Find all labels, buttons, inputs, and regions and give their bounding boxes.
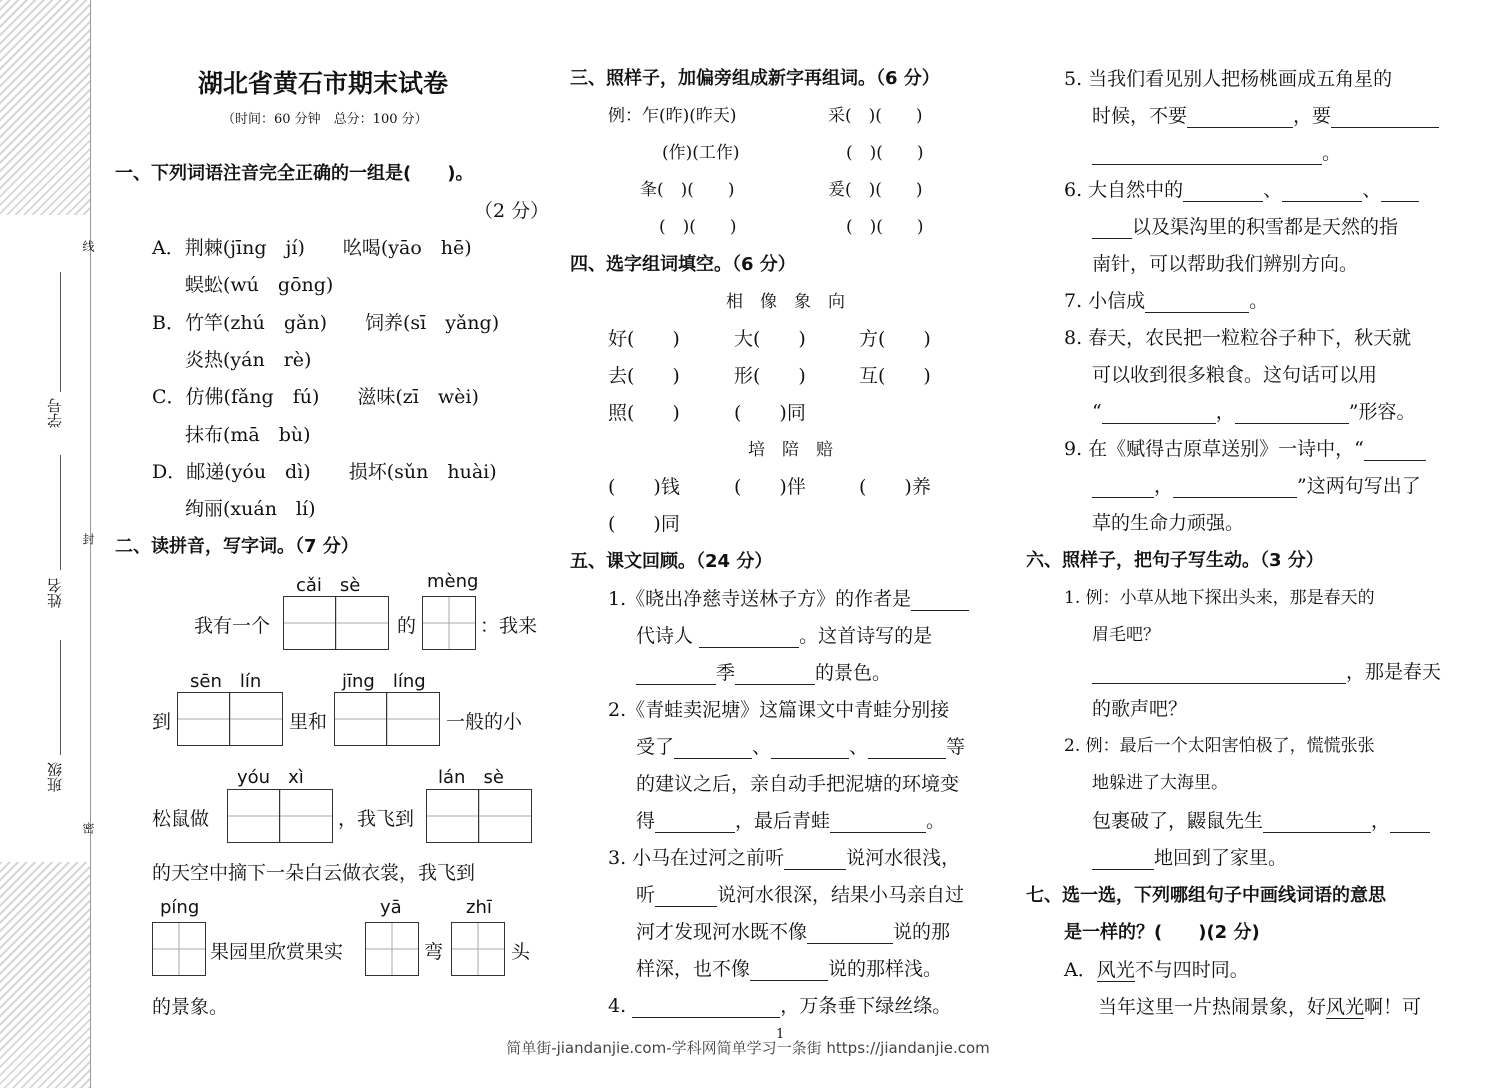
section-7-heading: 七、选一选，下列哪组句子中画线词语的意思 [1026,885,1386,906]
answer-blank[interactable] [1282,181,1362,202]
option-c-line2: 抹布(mā bù) [185,424,311,446]
writing-box-ya[interactable] [365,922,419,976]
vivid-answer-1: 的歌声吧？ [1092,698,1188,720]
vivid-example-2: 地躲进了大海里。 [1092,773,1228,793]
fill-item: 照( ) [608,402,680,424]
radical-item: 爰( )( ) [828,180,923,200]
margin-mark-tight: 密 [81,822,95,834]
option-c-line1: C．仿佛(fǎng fú) 滋味(zī wèi) [152,386,479,408]
fill-item: ( )同 [608,513,680,535]
fill-item: ( )同 [734,402,806,424]
passage-text: 的天空中摘下一朵白云做衣裳，我飞到 [152,862,476,884]
radical-item: 夆( )( ) [640,180,735,200]
writing-box-jingling[interactable] [334,692,440,746]
answer-blank[interactable] [1263,812,1371,833]
answer-blank[interactable] [771,738,849,759]
vivid-answer-1: ，那是春天 [1092,657,1441,684]
review-q6: 南针，可以帮助我们辨别方向。 [1092,253,1359,275]
class-label: 班级 [46,762,64,792]
answer-blank[interactable] [735,664,815,685]
writing-box-caise[interactable] [283,596,389,650]
answer-blank[interactable] [830,812,926,833]
vivid-example-2: 2. 例：最后一个太阳害怕极了，慌慌张张 [1064,736,1375,756]
student-no-line [60,272,61,392]
review-q1: 代诗人 。这首诗写的是 [636,625,933,647]
pinyin-youxi: yóu xì [237,767,304,788]
review-q2: 2.《青蛙卖泥塘》这篇课文中青蛙分别接 [608,699,950,721]
section-4-heading: 四、选字组词填空。（6 分） [570,254,796,275]
review-q3: 3. 小马在过河之前听 说河水很浅， [608,847,961,869]
review-q9: 草的生命力顽强。 [1092,512,1245,534]
answer-blank[interactable] [1092,218,1132,239]
answer-blank[interactable] [1187,107,1293,128]
review-q5: 时候，不要 ，要 [1092,101,1439,128]
name-label: 姓名 [46,578,64,608]
exam-subtitle: （时间：60 分钟 总分：100 分） [222,112,428,127]
pinyin-ping: píng [160,897,200,918]
passage-text: 松鼠做 [152,808,210,830]
section-2-heading: 二、读拼音，写字词。（7 分） [115,536,359,557]
review-q3: 河才发现河水既不像 说的那 [636,921,951,943]
char-options-2: 培 陪 赔 [748,440,833,460]
margin-mark-line: 线 [81,240,95,252]
writing-box-zhi[interactable] [451,922,505,976]
radical-item: ( )( ) [659,217,737,237]
writing-box-senlin[interactable] [177,692,283,746]
passage-text: 的 [397,615,417,637]
option-a-line2: 蜈蚣(wú gōng) [185,274,334,296]
pinyin-lanse: lán sè [438,767,504,788]
review-q7: 7. 小信成 。 [1064,290,1269,312]
passage-text: 一般的小 [446,711,523,733]
answer-blank[interactable] [632,997,780,1018]
vivid-answer-2: 包裹破了，鼹鼠先生 ， [1092,806,1430,833]
review-q8: “ ， ”形容。 [1092,401,1416,423]
margin-hatch-top [0,0,90,215]
radical-item: ( )( ) [846,217,924,237]
answer-blank[interactable] [784,849,846,870]
option-b-line1: B．竹竿(zhú gǎn) 饲养(sī yǎng) [152,312,500,334]
review-q8: 8. 春天，农民把一粒粒谷子种下，秋天就 [1064,327,1412,349]
option-d-line1: D．邮递(yóu dì) 损坏(sǔn huài) [152,461,497,483]
passage-text: 的景象。 [152,996,229,1018]
answer-blank[interactable] [1092,849,1154,870]
pinyin-jingling: jīng líng [342,671,426,692]
option-a-line1: A．荆棘(jīng jí) 吆喝(yāo hē) [152,237,472,259]
class-line [60,640,61,755]
passage-text: ，我飞到 [338,808,415,830]
fill-item: 去( ) [608,365,680,387]
review-q6: 以及渠沟里的积雪都是天然的指 [1092,212,1398,239]
name-line [60,455,61,570]
answer-blank[interactable] [1235,403,1349,424]
answer-blank[interactable] [1092,477,1154,498]
fill-item: ( )钱 [608,476,680,498]
choice-a: A．风光不与四时同。 [1064,959,1249,981]
section-7-heading-cont: 是一样的？( )(2 分) [1064,922,1260,943]
answer-blank[interactable] [1092,144,1322,165]
answer-blank[interactable] [868,738,946,759]
pinyin-meng: mèng [427,571,479,592]
fill-item: ( )伴 [734,476,806,498]
writing-box-ping[interactable] [152,922,206,976]
section-1-score: （2 分） [474,200,550,222]
answer-blank[interactable] [1145,292,1249,313]
answer-blank[interactable] [1102,403,1216,424]
answer-blank[interactable] [750,960,828,981]
review-q1: 1.《晓出净慈寺送林子方》的作者是 [608,584,969,611]
vivid-example-1: 1. 例：小草从地下探出头来，那是春天的 [1064,588,1375,608]
review-q1: 季 的景色。 [636,658,891,685]
fill-item: 好( ) [608,328,680,350]
pinyin-caise: cǎi sè [296,575,361,596]
radical-example-2: (作)(工作) [662,143,740,163]
section-6-heading: 六、照样子，把句子写生动。（3 分） [1026,550,1324,571]
passage-text: ：我来 [480,615,538,637]
section-3-heading: 三、照样子，加偏旁组成新字再组词。（6 分） [570,68,940,89]
review-q5: 。 [1092,138,1341,165]
answer-blank[interactable] [807,923,893,944]
review-q5: 5. 当我们看见别人把杨桃画成五角星的 [1064,68,1393,90]
margin-mark-seal: 封 [81,533,95,545]
fill-item: ( )养 [859,476,931,498]
review-q2: 得 ，最后青蛙 。 [636,810,946,832]
answer-blank[interactable] [1331,107,1439,128]
passage-text: 我有一个 [194,615,271,637]
review-q2: 的建议之后，亲自动手把泥塘的环境变 [636,773,960,795]
fill-item: 互( ) [859,365,931,387]
pinyin-senlin: sēn lín [190,671,262,692]
answer-blank[interactable] [1364,440,1426,461]
section-5-heading: 五、课文回顾。（24 分） [570,551,773,572]
pinyin-ya: yā [380,897,402,918]
choice-a-sentence: 当年这里一片热闹景象，好风光啊！可 [1098,996,1422,1018]
passage-text: 弯 [424,941,444,963]
answer-blank[interactable] [1381,181,1419,202]
answer-blank[interactable] [699,627,799,648]
radical-item: ( )( ) [846,143,924,163]
review-q3: 听 说河水很深，结果小马亲自过 [636,884,965,906]
answer-blank[interactable] [655,812,735,833]
passage-text: 到 [152,711,172,733]
fill-item: 方( ) [859,328,931,350]
fill-item: 形( ) [734,365,806,387]
radical-item: 采( )( ) [828,106,923,126]
footer-watermark: 简单街-jiandanjie.com-学科网简单学习一条街 https://jiandanjie.com [506,1039,990,1057]
review-q3: 样深，也不像 说的那样浅。 [636,958,943,980]
review-q9: ， ”这两句写出了 [1092,471,1421,498]
passage-text: 头 [511,941,531,963]
option-d-line2: 绚丽(xuán lí) [185,498,316,520]
answer-blank[interactable] [1092,663,1346,684]
review-q6: 6. 大自然中的 、 、 [1064,175,1419,202]
vivid-example-1: 眉毛吧？ [1092,625,1160,645]
answer-blank[interactable] [911,590,969,611]
vivid-answer-2: 地回到了家里。 [1092,843,1287,870]
review-q9: 9. 在《赋得古原草送别》一诗中，“ [1064,434,1426,461]
answer-blank[interactable] [1173,477,1297,498]
pinyin-zhi: zhī [466,897,492,918]
review-q4: 4. ，万条垂下绿丝绦。 [608,995,952,1017]
answer-blank[interactable] [636,664,716,685]
answer-blank[interactable] [1183,181,1263,202]
review-q2: 受了 、 、 等 [636,736,966,758]
writing-box-meng[interactable] [422,596,476,650]
exam-title: 湖北省黄石市期末试卷 [198,69,449,98]
answer-blank[interactable] [1390,812,1430,833]
page-number: 1 [776,1027,785,1042]
passage-text: 果园里欣赏果实 [210,941,344,963]
review-q8: 可以收到很多粮食。这句话可以用 [1092,364,1378,386]
radical-example-1: 例：乍(昨)(昨天) [608,106,737,126]
writing-box-youxi[interactable] [227,789,333,843]
char-options-1: 相 像 象 向 [726,292,845,312]
option-b-line2: 炎热(yán rè) [185,349,312,371]
passage-text: 里和 [289,711,328,733]
answer-blank[interactable] [674,738,752,759]
student-no-label: 学号 [46,398,64,428]
answer-blank[interactable] [655,886,717,907]
section-1-heading: 一、下列词语注音完全正确的一组是( )。 [115,163,474,184]
fill-item: 大( ) [734,328,806,350]
writing-box-lanse[interactable] [426,789,532,843]
